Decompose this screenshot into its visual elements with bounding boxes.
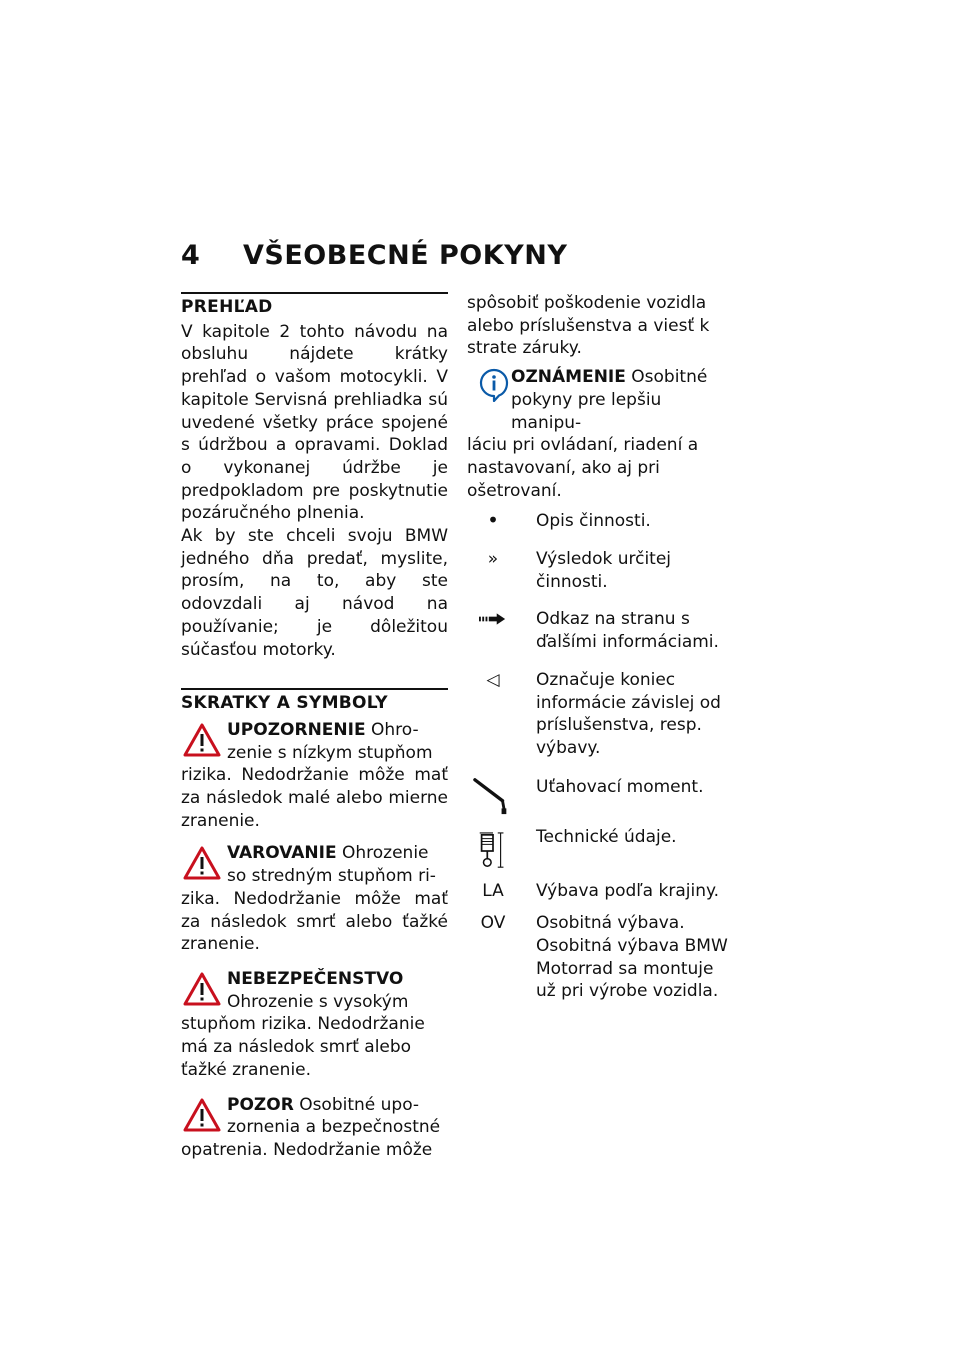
attention-line1 [181,1094,448,1117]
symbol-row [467,912,732,1003]
symbol-row [467,548,732,593]
overview-heading: PREHĽAD [181,297,273,317]
caution-line2: zenie s nízkym stupňom [227,742,433,763]
attention-label: POZOR [227,1094,294,1115]
torque-wrench-icon [467,776,519,816]
caution-notice [181,719,448,833]
info-label: OZNÁMENIE [511,367,626,388]
caution-label: UPOZORNENIE [227,719,366,740]
warning-label: VAROVANIE [227,843,337,864]
symbol-row [467,608,732,653]
result-arrow-icon: » [487,549,499,570]
symbol-row [467,669,732,760]
end-marker-icon: ◁ [486,669,500,690]
symbol-row [467,880,732,903]
info-notice [467,366,732,502]
warning-text: Ohrozenie [341,843,429,864]
symbol-description: Výsledok určitej činnosti. [536,549,672,592]
symbol-description: Technické údaje. [536,826,677,847]
page-title [181,240,567,271]
warning-triangle-icon [183,723,221,757]
info-rest: láciu pri ovládaní, riadení a nastavovaní, ako aj pri ošetrovaní. [467,435,699,501]
symbol-row [467,510,732,533]
info-line2: pokyny pre lepšiu manipu- [511,389,662,433]
danger-line2: Ohrozenie s vysokým [227,991,409,1012]
danger-line1 [181,968,448,991]
warning-triangle-icon [183,972,221,1006]
warning-triangle-icon [183,1098,221,1132]
abbreviations-heading: SKRATKY A SYMBOLY [181,693,388,714]
symbol-row [467,826,732,870]
optional-equipment-code: OV [480,913,506,934]
left-column [181,292,448,1162]
symbol-description: Osobitná výbava. Osobitná výbava BMW Motorrad sa montuje už pri výrobe vozidla. [536,913,728,1002]
section-overview [181,292,448,319]
caution-rest: rizika. Nedodržanie môže mať za následok malé alebo mierne zranenie. [181,765,448,831]
technical-data-icon [467,826,519,872]
caution-text: Ohro- [371,719,419,740]
section-abbreviations [181,688,448,715]
symbol-description: Výbava podľa krajiny. [536,880,720,901]
chapter-title: VŠEOBECNÉ POKYNY [243,240,568,271]
warning-line1 [181,842,448,865]
caution-line1 [181,719,448,742]
page-reference-arrow-icon [467,608,519,625]
symbol-description: Opis činnosti. [536,511,651,532]
info-text: Osobitné [631,367,708,388]
attention-rest: opatrenia. Nedodržanie môže [181,1139,433,1160]
symbol-row [467,776,732,822]
warning-line2: so stredným stupňom ri- [227,866,436,887]
danger-rest: stupňom rizika. Nedodržanie má za následok smrť alebo ťažké zranenie. [181,1014,425,1080]
continued-text: spôsobiť poškodenie vozidla alebo príslušenstva a viesť k strate záruky. [467,293,710,359]
attention-text: Osobitné upo- [299,1094,420,1115]
symbol-description: Uťahovací moment. [536,776,704,797]
attention-notice [181,1094,448,1162]
warning-triangle-icon [183,846,221,880]
danger-label: NEBEZPEČENSTVO [227,968,404,989]
right-column [467,292,732,1003]
chapter-number: 4 [181,240,201,271]
overview-paragraph: V kapitole 2 tohto návodu na obsluhu nájdete krátky prehľad o vašom motocykli. V kapitole Servisná prehliadka sú uvedené všetky práce spojené s údržbou a opravami. Doklad o vykonanej údržbe je predpokladom pre poskytnutie pozáručného plnenia. [181,321,448,524]
symbol-description: Označuje koniec informácie závislej od príslušenstva, resp. výbavy. [536,669,721,758]
country-equipment-code: LA [482,880,504,901]
info-icon [479,368,509,402]
symbol-description: Odkaz na stranu s ďalšími informáciami. [536,609,719,653]
bullet-icon: • [487,508,499,533]
warning-notice [181,842,448,956]
attention-line2: zornenia a bezpečnostné [227,1117,441,1138]
warning-rest: zika. Nedodržanie môže mať za následok smrť alebo ťažké zranenie. [181,888,448,955]
danger-notice [181,968,448,1082]
overview-paragraph: Ak by ste chceli svoju BMW jedného dňa predať, myslite, prosím, na to, aby ste odovzdali aj návod na používanie; je dôležitou súčasťou motorky. [181,526,448,660]
